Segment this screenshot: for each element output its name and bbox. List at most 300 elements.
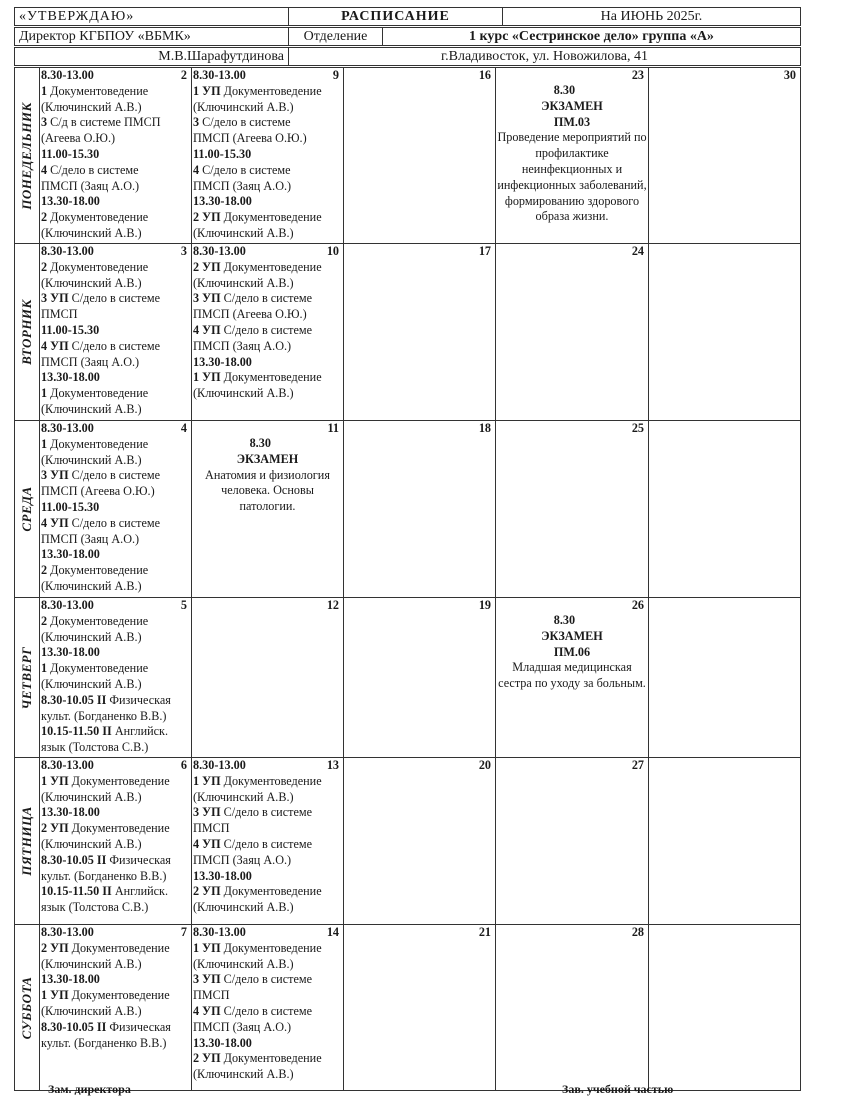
lesson-time: 13.30-18.00 — [41, 972, 100, 987]
lesson-line — [193, 386, 342, 402]
lesson-line — [193, 307, 342, 323]
exam-code: ПМ.06 — [553, 644, 591, 659]
schedule-cell — [344, 598, 496, 758]
lesson-line — [41, 260, 190, 276]
pair-number: 1 — [41, 436, 48, 451]
lesson-time: 8.30-10.05 II — [41, 852, 107, 867]
lesson-time: 11.00-15.30 — [193, 146, 252, 161]
lesson-text: ПМСП (Агеева О.Ю.) — [193, 307, 307, 322]
lesson-line — [193, 758, 342, 774]
pair-number: 1 УП — [41, 988, 69, 1003]
lesson-time: 11.00-15.30 — [41, 499, 100, 514]
lesson-line — [193, 163, 342, 179]
lesson-text: Документоведение — [223, 773, 322, 788]
lesson-time: 8.30-13.00 — [41, 244, 94, 258]
lesson-time: 10.15-11.50 II — [41, 724, 112, 739]
department-label: Отделение — [289, 28, 383, 46]
schedule-cell — [344, 421, 496, 598]
footer-left: Зам. директора — [48, 1082, 131, 1096]
lesson-time: 11.00-15.30 — [41, 322, 100, 337]
pair-number: 1 УП — [41, 773, 69, 788]
lesson-line — [41, 884, 190, 900]
date-number: 9 — [332, 68, 339, 82]
lesson-text: Английск. — [114, 724, 169, 739]
lesson-text: ПМСП — [41, 307, 78, 322]
lesson-text: Документоведение — [223, 83, 322, 98]
lesson-line — [41, 402, 190, 418]
lesson-line — [41, 988, 190, 1004]
schedule-cell — [40, 925, 192, 1091]
pair-number: 3 УП — [193, 972, 221, 987]
page-title: РАСПИСАНИЕ — [289, 8, 503, 26]
lesson-text: (Ключинский А.В.) — [41, 676, 142, 691]
pair-number: 2 — [41, 259, 48, 274]
lesson-text: (Ключинский А.В.) — [41, 275, 142, 290]
lesson-text: Физическая — [109, 1019, 171, 1034]
lesson-line — [193, 925, 342, 941]
date-number: 11 — [327, 421, 339, 435]
lesson-text: язык (Толстова С.В.) — [41, 740, 149, 755]
pair-number: 3 УП — [41, 468, 69, 483]
exam-block — [497, 598, 647, 692]
day-label: ВТОРНИК — [19, 299, 35, 365]
lesson-line — [193, 941, 342, 957]
exam-block — [497, 68, 647, 225]
date-number: 13 — [326, 758, 339, 772]
lesson-text: Документоведение — [50, 83, 149, 98]
group-title: 1 курс «Сестринское дело» группа «А» — [383, 28, 801, 46]
lesson-line — [193, 226, 342, 242]
lesson-text: ПМСП (Агеева О.Ю.) — [41, 484, 155, 499]
lesson-line — [41, 869, 190, 885]
lesson-line — [193, 972, 342, 988]
lesson-time: 11.00-15.30 — [41, 146, 100, 161]
lesson-line — [41, 925, 190, 941]
pair-number: 2 — [41, 563, 48, 578]
lesson-text: Документоведение — [223, 1051, 322, 1066]
pair-number: 4 УП — [41, 515, 69, 530]
lesson-line — [41, 563, 190, 579]
lesson-line — [193, 194, 342, 210]
lesson-time: 8.30-13.00 — [41, 758, 94, 772]
lesson-text: С/д в системе ПМСП — [50, 115, 161, 130]
pair-number: 4 УП — [193, 322, 221, 337]
lesson-line — [193, 100, 342, 116]
lesson-text: (Ключинский А.В.) — [41, 836, 142, 851]
lesson-line — [193, 805, 342, 821]
lesson-text: культ. (Богданенко В.В.) — [41, 708, 167, 723]
lesson-line — [193, 370, 342, 386]
schedule-cell — [496, 68, 649, 244]
exam-subject: Проведение мероприятий по профилактике неинфекционных и инфекционных заболеваний, формированию здорового образа жизни. — [497, 130, 647, 224]
schedule-cell — [40, 598, 192, 758]
date-number: 19 — [478, 598, 491, 612]
lesson-text: (Ключинский А.В.) — [41, 629, 142, 644]
lesson-text: (Ключинский А.В.) — [41, 956, 142, 971]
exam-time: 8.30 — [553, 83, 576, 97]
date-number: 4 — [180, 421, 187, 435]
pair-number: 3 — [193, 115, 200, 130]
lesson-line — [193, 147, 342, 163]
lesson-line — [41, 437, 190, 453]
lesson-line — [41, 630, 190, 646]
lesson-text: Физическая — [109, 852, 171, 867]
lesson-text: (Агеева О.Ю.) — [41, 131, 116, 146]
lesson-line — [193, 837, 342, 853]
pair-number: 2 УП — [193, 884, 221, 899]
lesson-time: 13.30-18.00 — [41, 547, 100, 562]
lesson-line — [41, 1004, 190, 1020]
approve-stamp: «УТВЕРЖДАЮ» — [15, 8, 289, 26]
day-label-cell — [15, 925, 40, 1091]
day-label-cell — [15, 758, 40, 925]
lesson-line — [193, 291, 342, 307]
lesson-line — [193, 957, 342, 973]
lesson-text: (Ключинский А.В.) — [193, 386, 294, 401]
day-label: ПЯТНИЦА — [19, 806, 35, 876]
lesson-time: 8.30-13.00 — [193, 925, 246, 939]
header-row-2 — [14, 27, 801, 46]
pair-number: 4 — [193, 162, 200, 177]
pair-number: 2 — [41, 210, 48, 225]
lesson-line — [41, 355, 190, 371]
director-name: М.В.Шарафутдинова — [15, 48, 289, 66]
week-row — [15, 421, 801, 598]
lesson-time: 13.30-18.00 — [193, 194, 252, 209]
schedule-cell — [496, 244, 649, 421]
day-label: ПОНЕДЕЛЬНИК — [19, 101, 35, 210]
exam-time: 8.30 — [249, 436, 271, 450]
college-address: г.Владивосток, ул. Новожилова, 41 — [289, 48, 801, 66]
day-label-cell — [15, 598, 40, 758]
day-label-cell — [15, 68, 40, 244]
lesson-time: 13.30-18.00 — [41, 370, 100, 385]
pair-number: 3 УП — [193, 291, 221, 306]
lesson-line — [193, 853, 342, 869]
lesson-line — [193, 244, 342, 260]
lesson-time: 8.30-10.05 II — [41, 692, 107, 707]
lesson-line — [41, 805, 190, 821]
schedule-cell — [40, 244, 192, 421]
pair-number: 2 УП — [41, 821, 69, 836]
lesson-line — [193, 821, 342, 837]
lesson-line — [41, 500, 190, 516]
lesson-line — [193, 1020, 342, 1036]
date-number: 17 — [478, 244, 491, 258]
lesson-text: Документоведение — [50, 613, 149, 628]
pair-number: 3 УП — [193, 805, 221, 820]
date-number: 2 — [180, 68, 187, 82]
lesson-line — [41, 790, 190, 806]
lesson-line — [41, 115, 190, 131]
schedule-cell — [192, 244, 344, 421]
lesson-line — [41, 758, 190, 774]
lesson-text: (Ключинский А.В.) — [193, 956, 294, 971]
schedule-cell — [344, 244, 496, 421]
lesson-line — [41, 693, 190, 709]
lesson-text: ПМСП (Заяц А.О.) — [193, 1019, 292, 1034]
lesson-line — [193, 115, 342, 131]
lesson-text: ПМСП — [193, 988, 230, 1003]
schedule-cell — [496, 598, 649, 758]
lesson-line — [41, 147, 190, 163]
lesson-text: (Ключинский А.В.) — [41, 99, 142, 114]
lesson-line — [41, 370, 190, 386]
pair-number: 4 УП — [41, 338, 69, 353]
exam-label: ЭКЗАМЕН — [236, 451, 299, 466]
lesson-line — [41, 516, 190, 532]
lesson-line — [41, 339, 190, 355]
lesson-time: 8.30-13.00 — [41, 925, 94, 939]
lesson-text: Документоведение — [223, 210, 322, 225]
day-label-cell — [15, 421, 40, 598]
schedule-cell — [192, 758, 344, 925]
lesson-time: 13.30-18.00 — [193, 1035, 252, 1050]
lesson-line — [193, 339, 342, 355]
lesson-line — [41, 579, 190, 595]
lesson-time: 8.30-10.05 II — [41, 1019, 107, 1034]
day-label: СРЕДА — [19, 486, 35, 532]
lesson-line — [193, 774, 342, 790]
lesson-line — [41, 900, 190, 916]
pair-number: 1 УП — [193, 940, 221, 955]
lesson-text: ПМСП — [193, 821, 230, 836]
date-number: 3 — [180, 244, 187, 258]
lesson-text: (Ключинский А.В.) — [193, 789, 294, 804]
lesson-text: С/дело в системе — [223, 972, 312, 987]
lesson-text: (Ключинский А.В.) — [41, 1003, 142, 1018]
lesson-line — [41, 276, 190, 292]
lesson-line — [41, 210, 190, 226]
lesson-line — [41, 421, 190, 437]
schedule-cell — [649, 421, 801, 598]
lesson-text: Английск. — [114, 884, 169, 899]
date-number: 14 — [326, 925, 339, 939]
lesson-line — [41, 226, 190, 242]
lesson-text: Документоведение — [50, 210, 149, 225]
lesson-line — [193, 988, 342, 1004]
lesson-line — [41, 547, 190, 563]
lesson-text: Документоведение — [50, 259, 149, 274]
schedule-cell — [496, 421, 649, 598]
lesson-text: ПМСП (Заяц А.О.) — [41, 354, 140, 369]
lesson-time: 13.30-18.00 — [193, 354, 252, 369]
lesson-text: (Ключинский А.В.) — [193, 1067, 294, 1082]
lesson-text: (Ключинский А.В.) — [41, 225, 142, 240]
lesson-time: 8.30-13.00 — [41, 598, 94, 612]
week-row — [15, 758, 801, 925]
date-number: 30 — [783, 68, 796, 82]
exam-code: ПМ.03 — [553, 114, 591, 129]
lesson-line — [193, 179, 342, 195]
lesson-text: (Ключинский А.В.) — [41, 578, 142, 593]
week-row — [15, 925, 801, 1091]
lesson-text: Документоведение — [50, 563, 149, 578]
lesson-time: 13.30-18.00 — [41, 194, 100, 209]
lesson-line — [41, 724, 190, 740]
schedule-cell — [649, 925, 801, 1091]
lesson-line — [41, 453, 190, 469]
lesson-time: 8.30-13.00 — [193, 244, 246, 258]
lesson-line — [41, 598, 190, 614]
schedule-cell — [496, 925, 649, 1091]
exam-subject: Младшая медицинская сестра по уходу за больным. — [498, 660, 646, 691]
schedule-cell — [344, 758, 496, 925]
pair-number: 2 УП — [41, 940, 69, 955]
pair-number: 1 — [41, 83, 48, 98]
exam-block — [193, 421, 342, 515]
schedule-cell — [344, 68, 496, 244]
date-number: 16 — [478, 68, 491, 82]
pair-number: 3 — [41, 115, 48, 130]
header-row-1 — [14, 7, 801, 26]
lesson-text: (Ключинский А.В.) — [41, 789, 142, 804]
schedule-cell — [649, 598, 801, 758]
lesson-line — [41, 244, 190, 260]
lesson-text: Физическая — [109, 692, 171, 707]
lesson-line — [193, 355, 342, 371]
lesson-line — [193, 210, 342, 226]
date-number: 24 — [631, 244, 644, 258]
lesson-text: (Ключинский А.В.) — [41, 452, 142, 467]
lesson-line — [193, 68, 342, 84]
exam-label: ЭКЗАМЕН — [541, 98, 603, 113]
lesson-time: 13.30-18.00 — [41, 805, 100, 820]
footer-right: Зав. учебной частью — [562, 1082, 674, 1096]
pair-number: 2 — [41, 613, 48, 628]
lesson-text: ПМСП (Заяц А.О.) — [41, 178, 140, 193]
lesson-line — [193, 900, 342, 916]
lesson-text: Документоведение — [50, 661, 149, 676]
lesson-line — [193, 323, 342, 339]
lesson-line — [41, 972, 190, 988]
lesson-text: (Ключинский А.В.) — [193, 225, 294, 240]
header-row-3 — [14, 47, 801, 66]
lesson-line — [193, 1051, 342, 1067]
lesson-line — [41, 386, 190, 402]
lesson-line — [41, 194, 190, 210]
lesson-time: 8.30-13.00 — [41, 421, 94, 435]
lesson-text: ПМСП (Заяц А.О.) — [193, 338, 292, 353]
lesson-time: 8.30-13.00 — [193, 68, 246, 82]
lesson-line — [193, 1036, 342, 1052]
exam-subject: Анатомия и физиология человека. Основы патологии. — [205, 467, 330, 514]
lesson-text: Документоведение — [50, 436, 149, 451]
lesson-text: язык (Толстова С.В.) — [41, 900, 149, 915]
lesson-text: С/дело в системе — [71, 468, 160, 483]
pair-number: 4 — [41, 162, 48, 177]
pair-number: 2 УП — [193, 1051, 221, 1066]
lesson-line — [41, 532, 190, 548]
lesson-text: культ. (Богданенко В.В.) — [41, 1035, 167, 1050]
schedule-cell — [496, 758, 649, 925]
lesson-text: С/дело в системе — [223, 322, 312, 337]
date-number: 20 — [478, 758, 491, 772]
lesson-text: ПМСП (Агеева О.Ю.) — [193, 131, 307, 146]
schedule-cell — [649, 68, 801, 244]
lesson-time: 13.30-18.00 — [41, 645, 100, 660]
day-label: ЧЕТВЕРГ — [19, 646, 35, 709]
schedule-grid — [14, 67, 801, 1091]
exam-time: 8.30 — [553, 613, 576, 627]
lesson-text: Документоведение — [71, 821, 170, 836]
schedule-cell — [40, 421, 192, 598]
date-number: 10 — [326, 244, 339, 258]
date-number: 18 — [478, 421, 491, 435]
lesson-line — [193, 276, 342, 292]
lesson-time: 10.15-11.50 II — [41, 884, 112, 899]
lesson-line — [41, 957, 190, 973]
lesson-line — [41, 645, 190, 661]
lesson-text: Документоведение — [223, 259, 322, 274]
lesson-line — [41, 853, 190, 869]
director-title: Директор КГБПОУ «ВБМК» — [15, 28, 289, 46]
schedule-cell — [192, 925, 344, 1091]
lesson-text: С/дело в системе — [202, 162, 291, 177]
schedule-cell — [649, 244, 801, 421]
schedule-cell — [192, 598, 344, 758]
lesson-text: (Ключинский А.В.) — [193, 275, 294, 290]
lesson-text: С/дело в системе — [223, 1003, 312, 1018]
lesson-line — [41, 709, 190, 725]
lesson-text: С/дело в системе — [223, 291, 312, 306]
lesson-line — [41, 837, 190, 853]
week-row — [15, 244, 801, 421]
lesson-line — [41, 307, 190, 323]
lesson-line — [193, 869, 342, 885]
lesson-time: 8.30-13.00 — [41, 68, 94, 82]
lesson-text: (Ключинский А.В.) — [193, 900, 294, 915]
lesson-line — [193, 1067, 342, 1083]
lesson-line — [41, 821, 190, 837]
lesson-text: ПМСП (Заяц А.О.) — [193, 852, 292, 867]
week-row — [15, 68, 801, 244]
lesson-text: (Ключинский А.В.) — [41, 401, 142, 416]
lesson-text: культ. (Богданенко В.В.) — [41, 868, 167, 883]
lesson-line — [41, 1020, 190, 1036]
lesson-text: Документоведение — [71, 940, 170, 955]
date-number: 28 — [631, 925, 644, 939]
lesson-text: С/дело в системе — [71, 338, 160, 353]
lesson-line — [41, 131, 190, 147]
lesson-text: Документоведение — [50, 386, 149, 401]
lesson-text: С/дело в системе — [223, 836, 312, 851]
pair-number: 4 УП — [193, 1003, 221, 1018]
lesson-text: С/дело в системе — [223, 805, 312, 820]
lesson-line — [41, 941, 190, 957]
lesson-text: Документоведение — [223, 940, 322, 955]
lesson-line — [41, 774, 190, 790]
lesson-text: ПМСП (Заяц А.О.) — [193, 178, 292, 193]
lesson-line — [41, 614, 190, 630]
lesson-text: (Ключинский А.В.) — [193, 99, 294, 114]
pair-number: 1 УП — [193, 370, 221, 385]
lesson-text: Документоведение — [71, 988, 170, 1003]
lesson-line — [193, 884, 342, 900]
pair-number: 2 УП — [193, 259, 221, 274]
lesson-line — [41, 163, 190, 179]
pair-number: 1 УП — [193, 83, 221, 98]
lesson-text: С/дело в системе — [50, 162, 139, 177]
exam-label: ЭКЗАМЕН — [541, 628, 603, 643]
date-number: 25 — [631, 421, 644, 435]
lesson-line — [193, 131, 342, 147]
week-row — [15, 598, 801, 758]
pair-number: 1 УП — [193, 773, 221, 788]
day-label-cell — [15, 244, 40, 421]
pair-number: 1 — [41, 661, 48, 676]
lesson-text: Документоведение — [71, 773, 170, 788]
